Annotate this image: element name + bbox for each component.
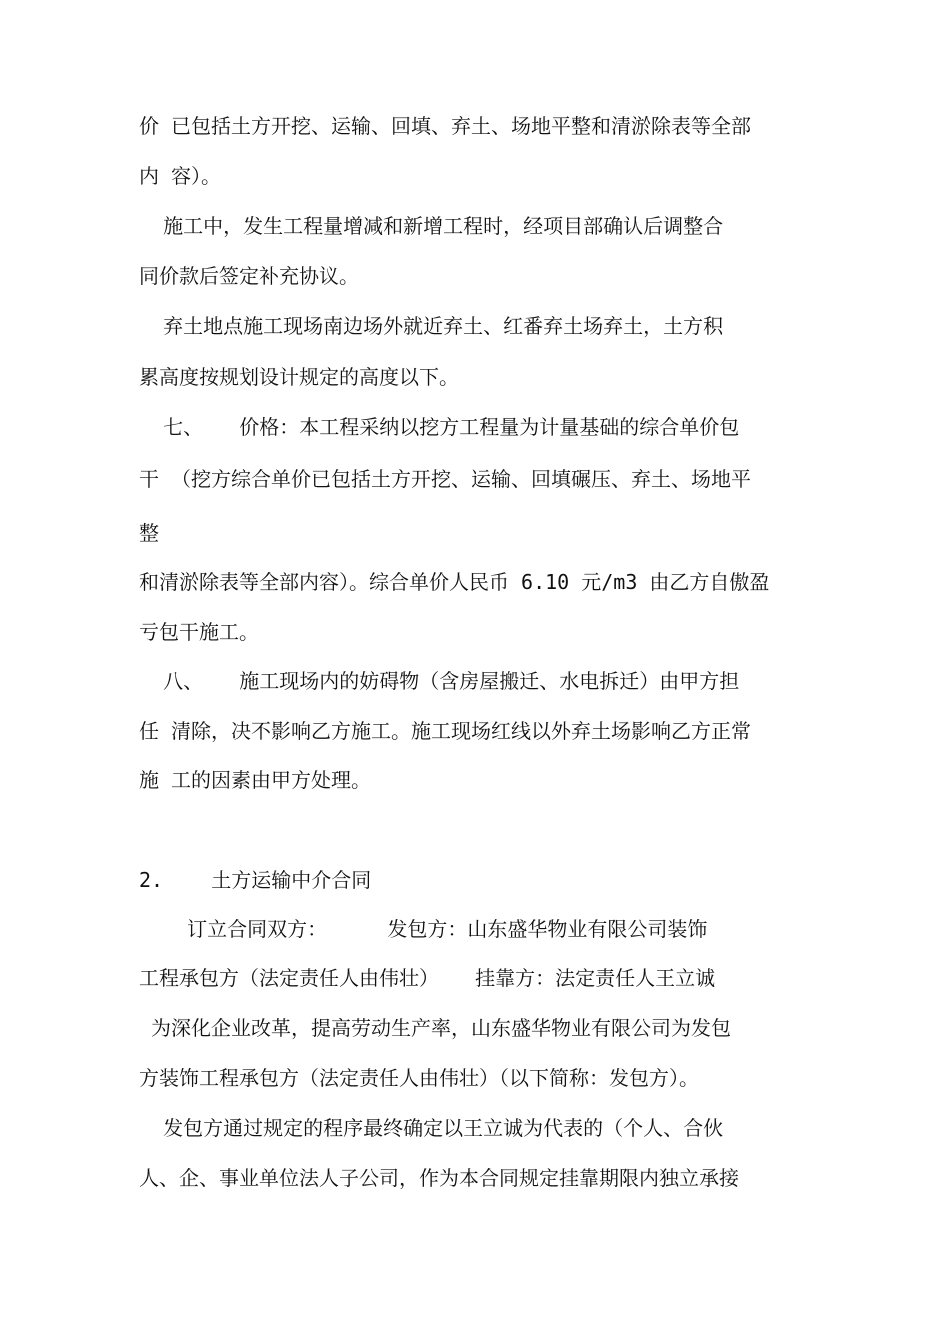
text-line: 订立合同双方： 发包方：山东盛华物业有限公司装饰	[139, 917, 708, 941]
text-line: 价 已包括土方开挖、运输、回填、弃土、场地平整和清淤除表等全部	[139, 114, 752, 138]
section-heading: 2. 土方运输中介合同	[139, 868, 372, 892]
text-line: 施工中，发生工程量增减和新增工程时，经项目部确认后调整合	[139, 214, 724, 238]
text-line: 干 （挖方综合单价已包括土方开挖、运输、回填碾压、弃土、场地平	[139, 467, 752, 491]
text-line: 同价款后签定补充协议。	[139, 264, 359, 288]
text-line: 七、 价格：本工程采纳以挖方工程量为计量基础的综合单价包	[139, 415, 740, 439]
text-line: 人、企、事业单位法人子公司，作为本合同规定挂靠期限内独立承接	[139, 1166, 739, 1190]
text-line: 为深化企业改革，提高劳动生产率，山东盛华物业有限公司为发包	[139, 1016, 732, 1040]
text-line: 方装饰工程承包方（法定责任人由伟壮）（以下简称：发包方）。	[139, 1066, 699, 1090]
text-line: 弃土地点施工现场南边场外就近弃土、红番弃土场弃土，土方积	[139, 314, 724, 338]
text-line: 发包方通过规定的程序最终确定以王立诚为代表的（个人、合伙	[139, 1116, 724, 1140]
text-line: 累高度按规划设计规定的高度以下。	[139, 365, 459, 389]
text-line: 和清淤除表等全部内容）。综合单价人民币 6.10 元/m3 由乙方自傲盈	[139, 570, 770, 594]
text-line: 内 容）。	[139, 164, 222, 188]
text-line: 亏包干施工。	[139, 620, 259, 644]
text-line: 整	[139, 521, 159, 545]
text-line: 工程承包方（法定责任人由伟壮） 挂靠方：法定责任人王立诚	[139, 966, 716, 990]
text-line: 任 清除，决不影响乙方施工。施工现场红线以外弃土场影响乙方正常	[139, 719, 752, 743]
text-line: 八、 施工现场内的妨碍物（含房屋搬迁、水电拆迁）由甲方担	[139, 669, 740, 693]
text-line: 施 工的因素由甲方处理。	[139, 768, 372, 792]
